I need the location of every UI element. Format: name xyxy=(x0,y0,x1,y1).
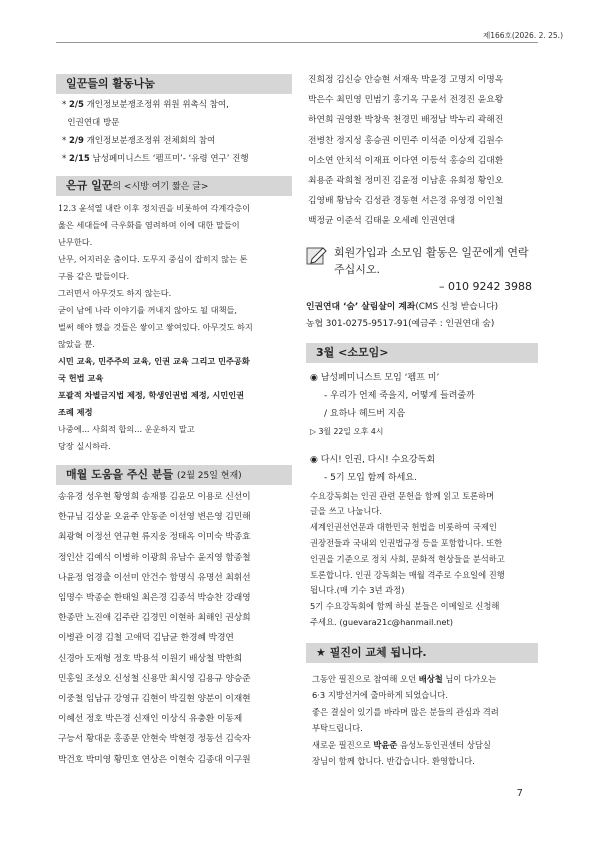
join-box xyxy=(306,244,538,295)
meeting-title: ◉ 남성페미니스트 모임 ‘펨프 미’ xyxy=(310,372,440,383)
donor-line: 이혜선 정호 박은경 신재인 이상식 유충환 이동제 xyxy=(58,714,243,725)
right-column xyxy=(306,70,538,772)
activities-title: 일꾼들의 활동나눔 xyxy=(66,77,155,90)
activity-item: * 2/5 개인정보분쟁조정위 위원 위촉식 참여, xyxy=(62,100,229,110)
donor-line: 백정균 이준석 김태윤 오세례 인권연대 xyxy=(308,216,456,227)
meeting-sub: / 요하나 헤드버 지음 xyxy=(324,408,406,419)
column-title-suffix: 의 <시방 여기 짧은 글> xyxy=(112,182,209,192)
activities-list xyxy=(56,94,292,170)
donor-line: 최광혁 이정선 연규현 류지웅 정태옥 이미숙 박종효 xyxy=(58,532,251,543)
notice-line: 좋은 결실이 있기를 바라며 많은 분들의 관심과 격려 xyxy=(312,706,499,717)
donor-names-right xyxy=(306,70,538,232)
join-phone: – 010 9242 3988 xyxy=(439,279,532,293)
activity-item: * 2/9 개인정보분쟁조정위 전체회의 참여 xyxy=(62,136,216,146)
column-line: 국 헌법 교육 xyxy=(58,373,104,383)
description-line: 됩니다.(매 기수 3년 과정) xyxy=(310,585,405,596)
column-line: 당장 실시하라. xyxy=(58,441,111,451)
column-line: 않았을 뿐. xyxy=(58,339,95,349)
donors-subtitle: (2월 25일 현재) xyxy=(176,471,242,481)
notice-line: 장님이 함께 합니다. 반갑습니다. 환영합니다. xyxy=(312,756,475,767)
donor-line: 나윤정 엄경출 이선미 안건수 함명식 유명선 최휘선 xyxy=(58,572,251,583)
donor-line: 한규님 김상윤 오윤주 안동준 이선영 변은영 김민해 xyxy=(58,512,251,523)
editor-header xyxy=(306,643,538,663)
meetings-title: 3월 <소모임> xyxy=(316,345,389,359)
column-line: 시민 교육, 민주주의 교육, 인권 교육 그리고 민주공화 xyxy=(58,356,250,366)
header-divider xyxy=(56,42,538,43)
donor-line: 박건호 박미영 황민호 연상은 이현숙 김종대 이구원 xyxy=(58,754,251,765)
description-line: 인권을 기준으로 정치 사회, 문화적 현상들을 분석하고 xyxy=(310,553,505,564)
account-note: (CMS 신청 받습니다) xyxy=(415,301,499,312)
editor-notice xyxy=(306,669,538,772)
column-line: 포괄적 차별금지법 제정, 학생인권법 제정, 시민인권 xyxy=(58,390,245,400)
account-label: 인권연대 ‘숨’ 살림살이 계좌 xyxy=(306,301,416,312)
description-line: 세계인권선언문과 대한민국 헌법을 비롯하여 국제인 xyxy=(310,522,497,533)
notice-line: 그동안 필진으로 참여해 오던 배상철 님이 다가오는 xyxy=(312,673,497,684)
meeting-time: ▷ 3월 22일 오후 4시 xyxy=(310,426,384,436)
column-line: 난무, 어지러운 춤이다. 도무지 중심이 잡히지 않는 톤 xyxy=(58,254,248,264)
donor-line: 신경아 도재형 정호 박용석 이원기 배상철 박한희 xyxy=(58,653,243,664)
activities-header xyxy=(56,74,292,94)
column-line: 나중에... 사회적 합의... 운운하지 말고 xyxy=(58,424,195,434)
column-line: 벌써 해야 했을 것들은 쌓이고 쌓여있다. 아무것도 하지 xyxy=(58,322,253,332)
activity-item: * 2/15 남성페미니스트 ‘펨프미’- ‘유령 연구’ 진행 xyxy=(62,154,249,164)
issue-number: 제166호(2026. 2. 25.) xyxy=(483,31,563,40)
column-text xyxy=(56,196,292,459)
donor-line: 한종만 노진애 김주란 김경민 이현하 최해인 권상희 xyxy=(58,613,251,624)
donor-line: 구능서 황대운 홍종문 안현숙 박현경 정동선 김숙자 xyxy=(58,734,251,745)
column-header xyxy=(56,176,292,196)
column-line: 조례 제정 xyxy=(58,407,93,417)
account-number: 농협 301-0275-9517-91(예금주 : 인권연대 숨) xyxy=(306,318,495,329)
donor-line: 정인산 김예식 이병하 이광희 유남수 윤지영 함종철 xyxy=(58,552,251,563)
donor-line: 임명수 박종순 한태일 최은경 김종석 박승찬 강래영 xyxy=(58,593,251,604)
meeting-description xyxy=(306,487,538,633)
description-line: 권장전들과 국내외 인권법규정 등을 포함합니다. 또한 xyxy=(310,538,503,549)
donor-names-left xyxy=(56,485,292,770)
column-line: 옳은 세대들에 극우화를 염려하며 이에 대한 말들이 xyxy=(58,220,240,230)
donor-line: 하연희 권영환 박창욱 천경민 배정남 박누리 곽해진 xyxy=(308,115,504,126)
left-column xyxy=(56,74,292,770)
donor-line: 이소연 안치석 이재표 이다연 이등석 홍승의 김대환 xyxy=(308,155,504,166)
meeting-sub: - 5기 모입 함께 하세요. xyxy=(324,472,417,483)
donor-line: 송유경 성우현 황영희 송재룡 김윤모 이용로 신선이 xyxy=(58,492,251,502)
pencil-icon xyxy=(306,244,328,266)
donor-line: 민홍일 조성오 신성철 신용만 최시영 김용규 양승준 xyxy=(58,673,251,684)
meeting-item xyxy=(306,451,538,487)
donor-line: 김영배 황남숙 김성관 경동현 서은경 유영경 이인철 xyxy=(308,196,504,207)
meeting-item xyxy=(306,369,538,441)
column-title-prefix: 은규 일꾼 xyxy=(66,179,113,192)
donor-line: 이중철 임남규 강영규 김현이 박길현 양분이 이재현 xyxy=(58,694,251,705)
column-line: 구름 같은 말들이다. xyxy=(58,271,130,281)
notice-line: 새로운 필진으로 박윤준 음성노동인권센터 상담실 xyxy=(312,739,491,750)
description-line: 주세요. (guevara21c@hanmail.net) xyxy=(310,617,453,627)
donor-line: 최용준 곽희철 정미진 김윤정 이남훈 유희정 황인오 xyxy=(308,176,504,187)
donor-line: 진희정 김신승 안승현 서재욱 박윤경 고명지 이명옥 xyxy=(308,75,504,85)
notice-line: 6·3 지방선거에 출마하게 되었습니다. xyxy=(312,690,448,701)
description-line: 글을 쓰고 나눕니다. xyxy=(310,506,383,517)
column-line: 그러면서 아무것도 하지 않는다. xyxy=(58,288,172,298)
activity-item: 인권연대 방문 xyxy=(67,118,120,128)
column-line: 난무한다. xyxy=(58,237,93,247)
donors-title: 매월 도움을 주신 분들 xyxy=(66,468,174,481)
description-line: 수요강독회는 인권 관련 문헌을 함께 읽고 토론하며 xyxy=(310,490,495,501)
column-line: 12.3 윤석열 내란 이후 정치권을 비롯하여 각계각층이 xyxy=(58,203,251,213)
donor-line: 전병찬 정지성 홍승권 이민주 이석준 이상제 김원수 xyxy=(308,135,504,146)
column-line: 굳이 남에 나라 이야기를 꺼내지 않아도 될 대책들, xyxy=(58,305,238,315)
notice-line: 부탁드립니다. xyxy=(312,723,363,734)
donor-line: 박은수 최민영 민범기 홍기옥 구윤서 전경진 윤요왕 xyxy=(308,95,504,106)
editor-title: ★ 필진이 교체 됩니다. xyxy=(316,645,427,659)
page-number: 7 xyxy=(516,788,523,799)
meetings-header xyxy=(306,343,538,363)
description-line: 5기 수요강독회에 함께 하실 분들은 이메일로 신청해 xyxy=(310,601,500,612)
bank-info xyxy=(306,299,538,333)
meeting-sub: - 우리가 언제 죽을지, 어떻게 들려줄까 xyxy=(324,390,475,401)
join-message: 회원가입과 소모임 활동은 일꾼에게 연락 주십시오. – 010 9242 3988 xyxy=(334,244,538,295)
description-line: 토론합니다. 인권 강독회는 매월 격주로 수요일에 진행 xyxy=(310,569,505,580)
donors-header xyxy=(56,465,292,485)
meeting-title: ◉ 다시! 인권, 다시! 수요강독회 xyxy=(310,454,436,465)
donor-line: 이병관 이경 김철 고애덕 김남균 한경혜 박경연 xyxy=(58,633,234,644)
